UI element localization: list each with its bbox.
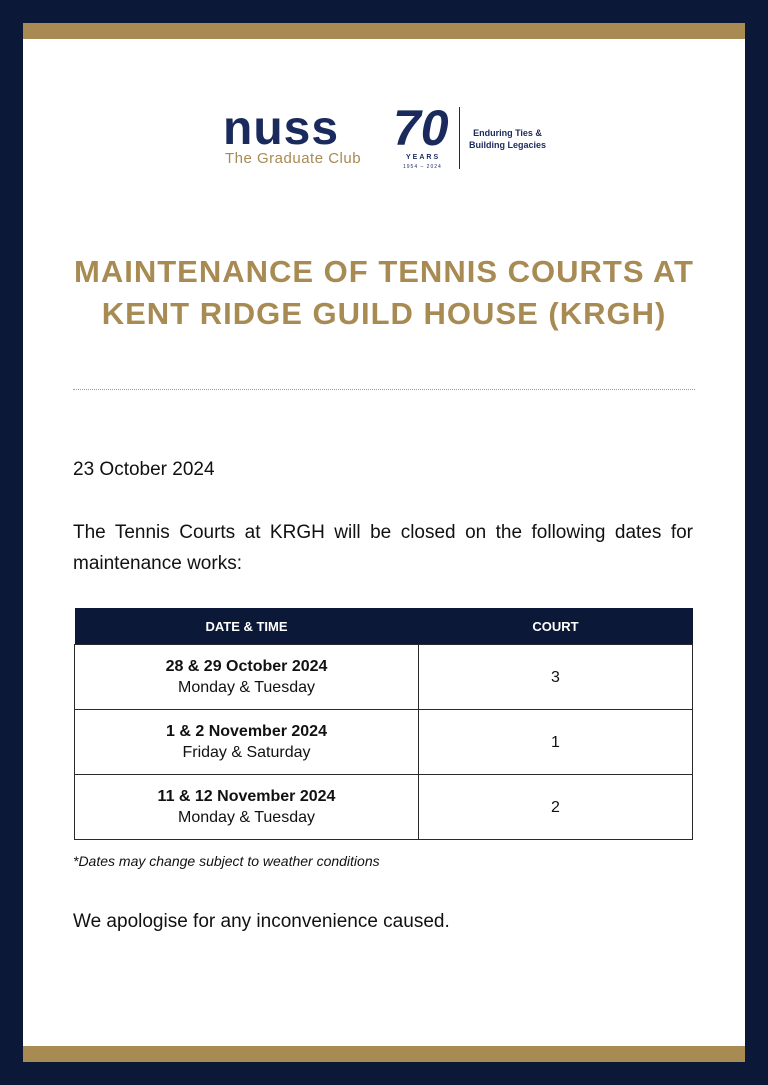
logo-year-range: 1954 – 2024 bbox=[403, 164, 442, 170]
top-gold-bar bbox=[23, 23, 745, 39]
table-row bbox=[75, 775, 693, 840]
row-date-cell bbox=[75, 645, 419, 710]
logo-tagline-line2: Building Legacies bbox=[469, 140, 547, 150]
row-days: Friday & Saturday bbox=[182, 744, 311, 761]
row-date: 28 & 29 October 2024 bbox=[165, 658, 328, 675]
table-header-row bbox=[75, 608, 693, 645]
row-court: 2 bbox=[419, 775, 693, 840]
row-date: 11 & 12 November 2024 bbox=[157, 788, 336, 805]
nuss-logo bbox=[223, 100, 553, 175]
logo-divider bbox=[459, 107, 460, 169]
row-date: 1 & 2 November 2024 bbox=[166, 723, 327, 740]
logo-subtitle: The Graduate Club bbox=[225, 150, 362, 167]
notice-title bbox=[43, 251, 725, 335]
notice-date: 23 October 2024 bbox=[73, 459, 215, 480]
row-days: Monday & Tuesday bbox=[178, 809, 315, 826]
closing-statement: We apologise for any inconvenience caused. bbox=[73, 911, 450, 932]
intro-paragraph: The Tennis Courts at KRGH will be closed on the following dates for maintenance works: bbox=[73, 522, 693, 574]
table-row bbox=[75, 710, 693, 775]
title-line-1: MAINTENANCE OF TENNIS COURTS AT bbox=[74, 254, 694, 289]
row-days: Monday & Tuesday bbox=[178, 679, 315, 696]
logo-wordmark: nuss bbox=[223, 102, 340, 155]
row-date-cell bbox=[75, 775, 419, 840]
dotted-divider bbox=[73, 389, 695, 390]
row-court: 1 bbox=[419, 710, 693, 775]
row-date-cell bbox=[75, 710, 419, 775]
logo-anniversary-number: 70 bbox=[393, 100, 449, 156]
logo-years-label: YEARS bbox=[406, 154, 441, 161]
closure-schedule-table bbox=[74, 608, 693, 840]
bottom-gold-bar bbox=[23, 1046, 745, 1062]
logo-tagline-line1: Enduring Ties & bbox=[473, 128, 542, 138]
logo-tagline bbox=[469, 127, 546, 151]
header-date-time: DATE & TIME bbox=[75, 608, 419, 645]
title-line-2: KENT RIDGE GUILD HOUSE (KRGH) bbox=[101, 296, 667, 331]
row-court: 3 bbox=[419, 645, 693, 710]
table-row bbox=[75, 645, 693, 710]
header-court: COURT bbox=[419, 608, 693, 645]
weather-footnote: *Dates may change subject to weather conditions bbox=[73, 853, 380, 869]
notice-page bbox=[23, 23, 745, 1062]
